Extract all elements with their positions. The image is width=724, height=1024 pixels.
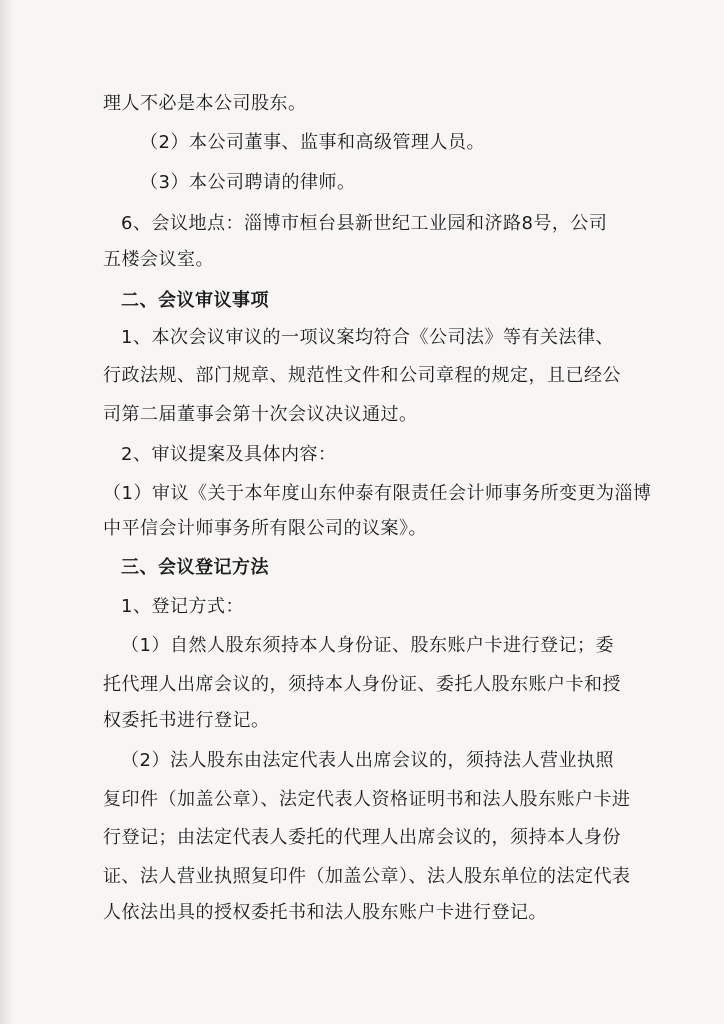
section-heading: 三、会议登记方法 [121, 557, 269, 578]
section-heading: 二、会议审议事项 [121, 290, 269, 311]
paragraph-line: 行政法规、部门规章、规范性文件和公司章程的规定，且已经公 [103, 365, 621, 386]
paragraph-line: （1）审议《关于本年度山东仲泰有限责任会计师事务所变更为淄博 [103, 483, 652, 504]
paragraph-line: 五楼会议室。 [103, 249, 214, 270]
scan-edge-shadow [0, 0, 14, 1024]
paragraph-line: 2、审议提案及具体内容： [121, 444, 337, 465]
paragraph-line: （3）本公司聘请的律师。 [140, 172, 356, 193]
paragraph-line: 托代理人出席会议的，须持本人身份证、委托人股东账户卡和授 [103, 674, 621, 695]
paragraph-line: （2）法人股东由法定代表人出席会议的，须持法人营业执照 [121, 750, 614, 771]
paragraph-line: 1、登记方式： [121, 596, 244, 617]
paragraph-line: 复印件（加盖公章）、法定代表人资格证明书和法人股东账户卡进 [103, 789, 631, 810]
paragraph-line: 行登记；由法定代表人委托的代理人出席会议的，须持本人身份 [103, 827, 621, 848]
paragraph-line: 1、本次会议审议的一项议案均符合《公司法》等有关法律、 [121, 327, 614, 348]
paragraph-line: 证、法人营业执照复印件（加盖公章）、法人股东单位的法定代表 [103, 866, 631, 887]
paragraph-line: （1）自然人股东须持本人身份证、股东账户卡进行登记；委 [121, 635, 614, 656]
paragraph-line: 6、会议地点：淄博市桓台县新世纪工业园和济路8号，公司 [121, 213, 608, 234]
paragraph-line: 理人不必是本公司股东。 [103, 93, 307, 114]
paragraph-line: 人依法出具的授权委托书和法人股东账户卡进行登记。 [103, 902, 547, 923]
paragraph-line: 权委托书进行登记。 [103, 710, 270, 731]
paragraph-line: （2）本公司董事、监事和高级管理人员。 [140, 132, 485, 153]
paragraph-line: 司第二届董事会第十次会议决议通过。 [103, 404, 418, 425]
paragraph-line: 中平信会计师事务所有限公司的议案》。 [103, 518, 427, 539]
